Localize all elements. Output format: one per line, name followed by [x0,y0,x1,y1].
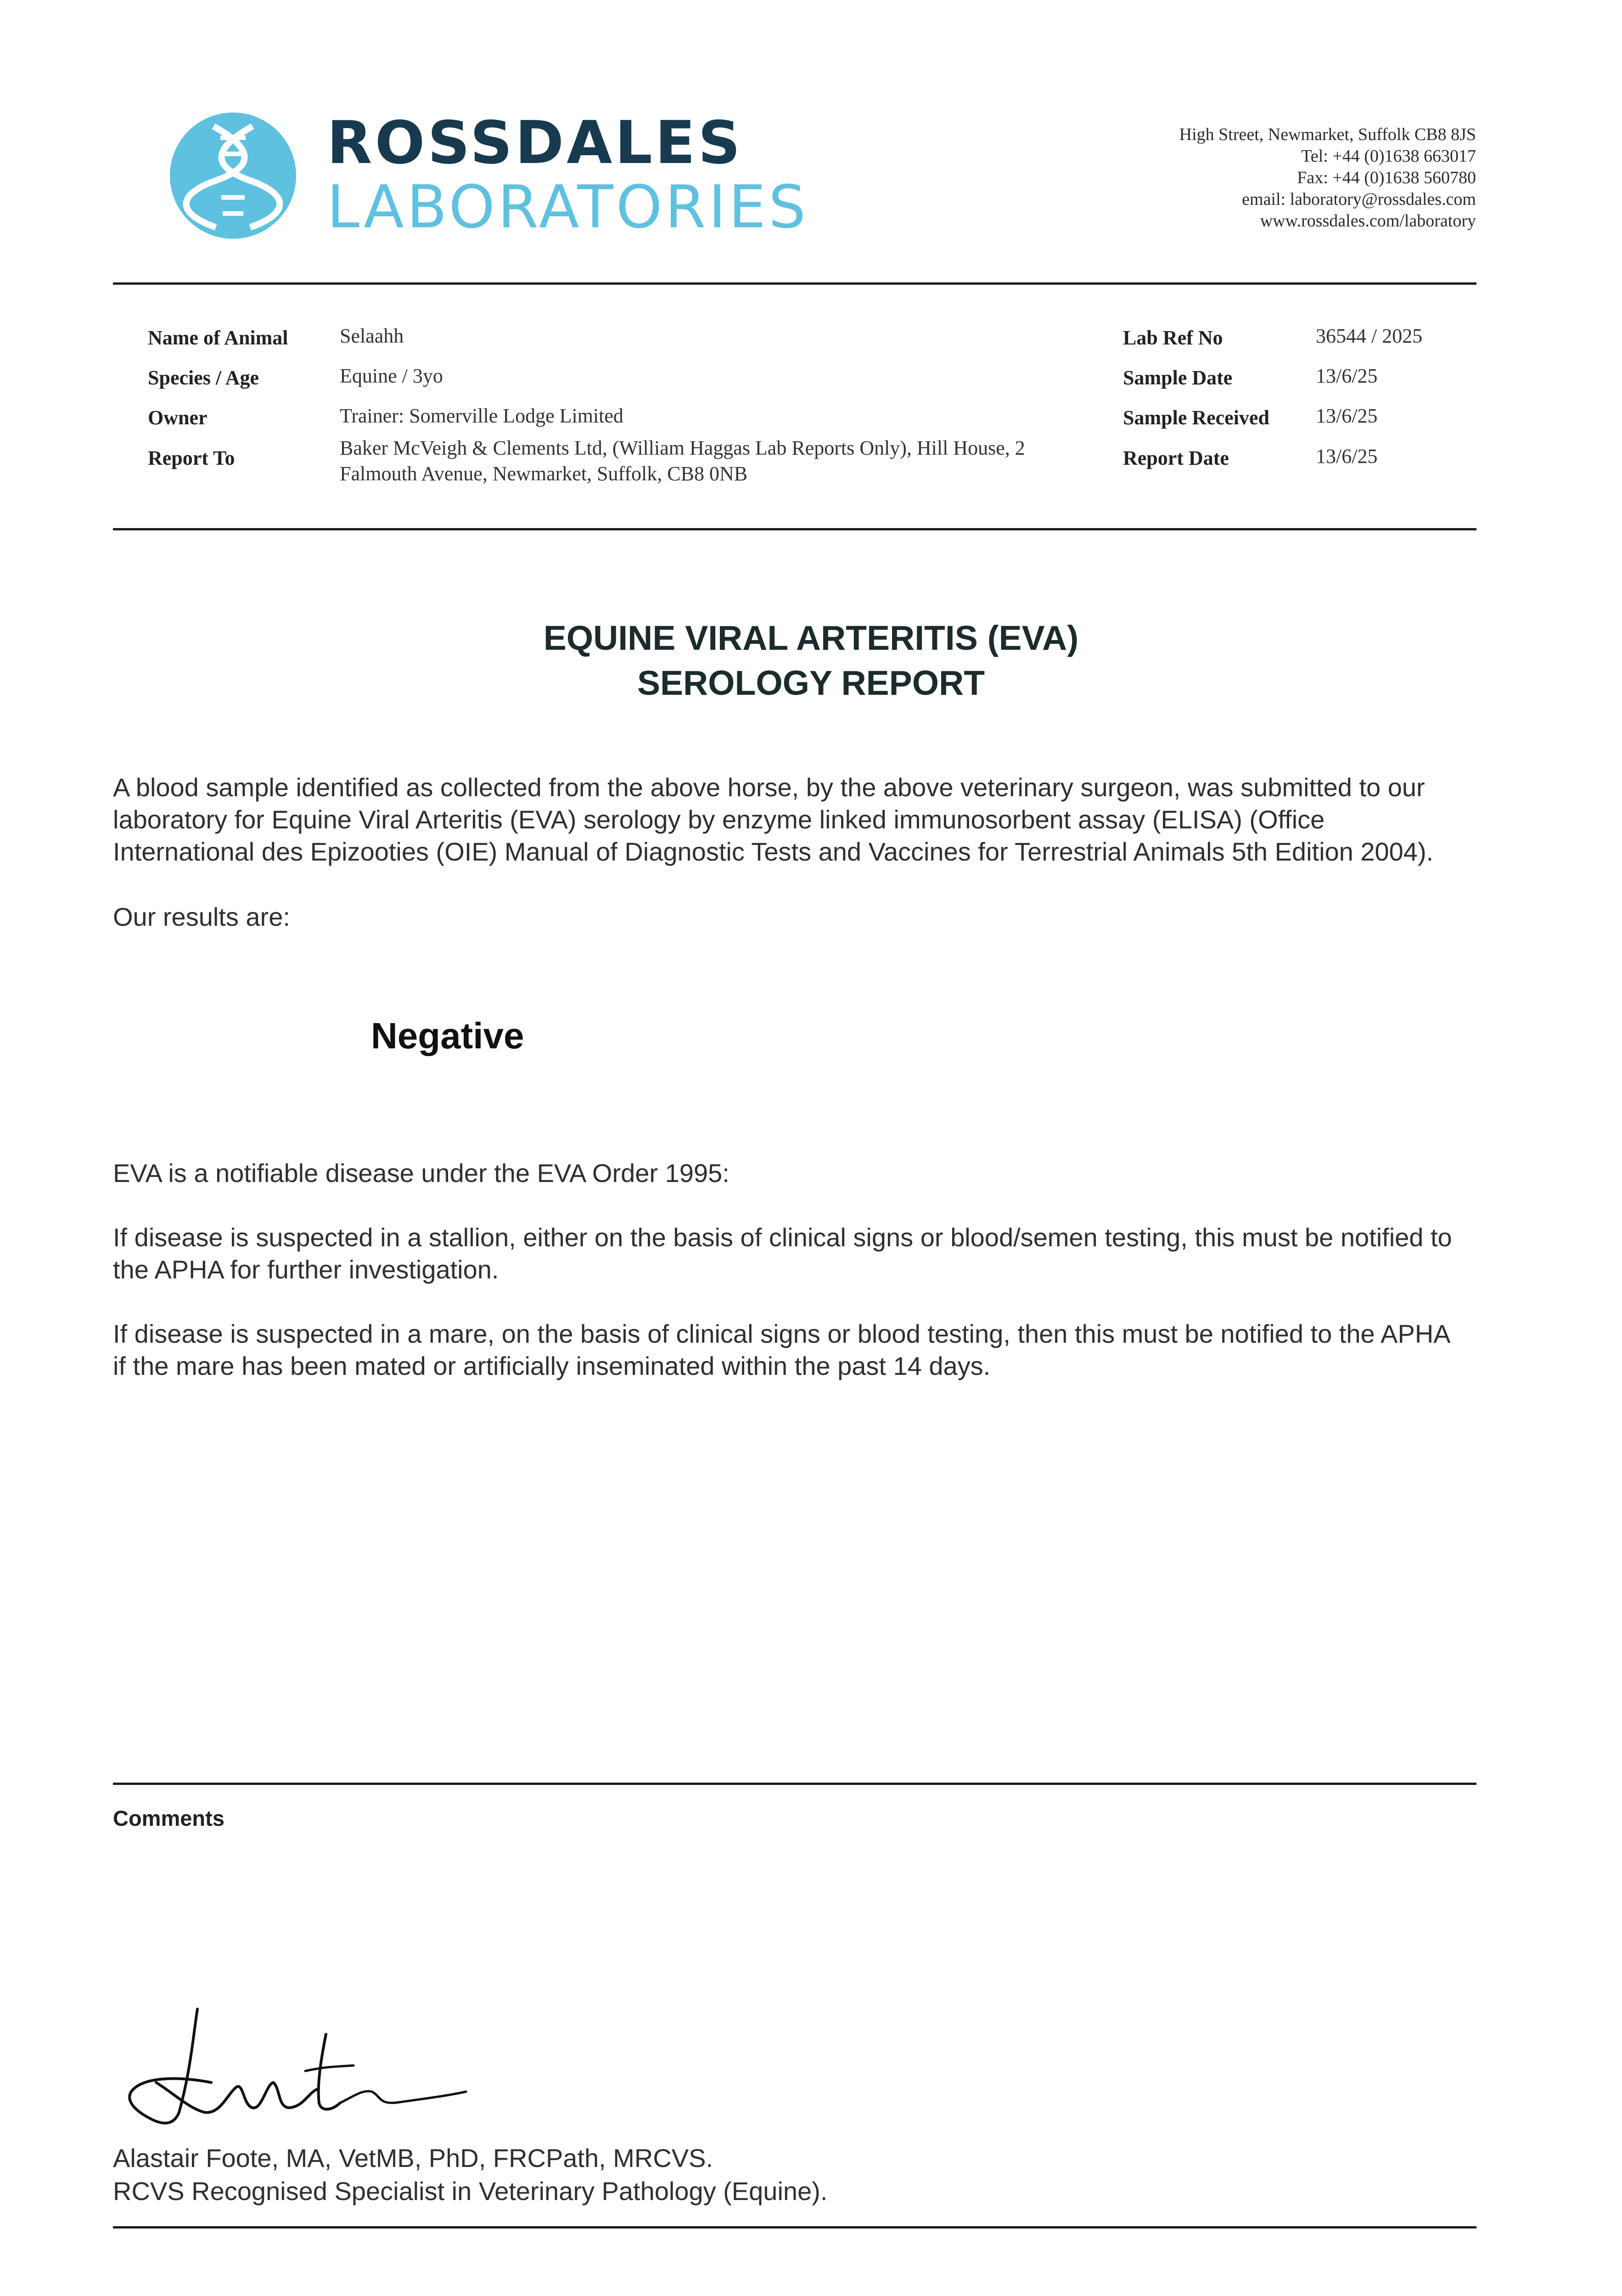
name-of-animal-label: Name of Animal [148,326,288,349]
owner-value: Trainer: Somerville Lodge Limited [340,405,623,427]
stallion-line1: If disease is suspected in a stallion, either on the basis of clinical signs or blood/semen testing, this must be notified to [113,1223,1452,1252]
stallion-line2: the APHA for further investigation. [113,1255,499,1284]
report-to-line1: Baker McVeigh & Clements Ltd, (William Haggas Lab Reports Only), Hill House, 2 [340,437,1025,459]
name-of-animal-value: Selaahh [340,325,404,347]
report-to-label: Report To [148,447,235,469]
report-title-line1: EQUINE VIRAL ARTERITIS (EVA) [543,619,1079,657]
report-date-label: Report Date [1123,447,1229,469]
report-title-line2: SEROLOGY REPORT [637,664,985,702]
lab-email: email: laboratory@rossdales.com [1242,190,1476,209]
mare-line1: If disease is suspected in a mare, on the basis of clinical signs or blood testing, then this must be notified to the APHA [113,1319,1451,1348]
comments-label: Comments [113,1806,224,1830]
notifiable-statement: EVA is a notifiable disease under the EVA Order 1995: [113,1159,730,1187]
intro-line3: International des Epizooties (OIE) Manual of Diagnostic Tests and Vaccines for Terrestrial Animals 5th Edition 2004). [113,837,1434,866]
signatory-title: RCVS Recognised Specialist in Veterinary Pathology (Equine). [113,2177,828,2206]
sample-date-value: 13/6/25 [1316,365,1378,387]
lab-fax: Fax: +44 (0)1638 560780 [1297,168,1476,187]
sample-date-label: Sample Date [1123,366,1233,389]
lab-ref-label: Lab Ref No [1123,326,1223,349]
sample-received-value: 13/6/25 [1316,405,1378,427]
owner-label: Owner [148,406,208,429]
dna-helix-icon [170,113,296,239]
logo-circle [170,113,296,239]
logo-wordmark-line2: LABORATORIES [327,173,809,242]
report-to-line2: Falmouth Avenue, Newmarket, Suffolk, CB8 0NB [340,462,748,485]
intro-line2: laboratory for Equine Viral Arteritis (EVA) serology by enzyme linked immunosorbent assay (ELISA) (Office [113,805,1325,834]
sample-received-label: Sample Received [1123,406,1269,429]
lab-address: High Street, Newmarket, Suffolk CB8 8JS [1179,125,1476,144]
lab-contact-block [925,124,1476,232]
logo-wordmark-line1: ROSSDALES [327,109,743,177]
lab-website: www.rossdales.com/laboratory [1260,211,1476,231]
species-age-value: Equine / 3yo [340,365,443,387]
header-divider [113,282,1476,285]
lab-ref-value: 36544 / 2025 [1316,325,1423,347]
report-date-value: 13/6/25 [1316,445,1378,467]
intro-line1: A blood sample identified as collected from the above horse, by the above veterinary surgeon, was submitted to our [113,773,1425,802]
mare-line2: if the mare has been mated or artificially inseminated within the past 14 days. [113,1351,991,1380]
comments-divider [113,1783,1476,1785]
results-intro: Our results are: [113,902,290,931]
signatory-name: Alastair Foote, MA, VetMB, PhD, FRCPath, MRCVS. [113,2144,713,2172]
signature [124,1998,473,2135]
species-age-label: Species / Age [148,366,259,389]
result-value: Negative [371,1015,524,1056]
lab-tel: Tel: +44 (0)1638 663017 [1301,146,1476,166]
footer-divider [113,2226,1476,2228]
details-divider [113,528,1476,530]
